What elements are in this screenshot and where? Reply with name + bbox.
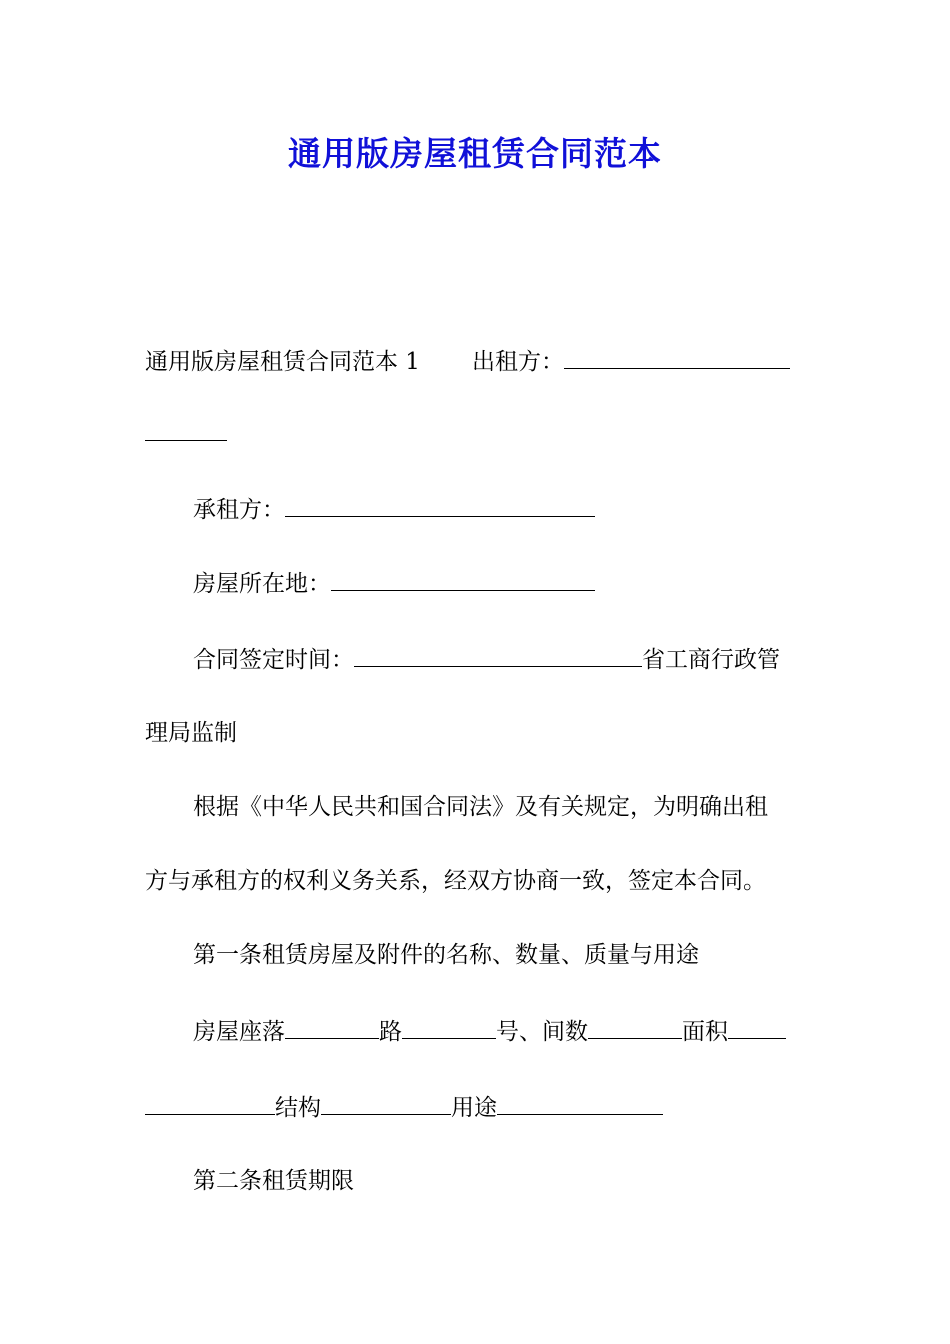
sign-time-label: 合同签定时间： xyxy=(193,647,354,673)
article1-heading-line xyxy=(193,940,699,970)
lessee-label: 承租方： xyxy=(193,497,285,523)
purpose-label: 用途 xyxy=(451,1095,497,1121)
contract-subtitle: 通用版房屋租赁合同范本 1 xyxy=(145,349,420,375)
structure-label: 结构 xyxy=(275,1095,321,1121)
supervision-line xyxy=(145,718,237,748)
structure-blank xyxy=(321,1092,451,1115)
lessor-blank-continuation xyxy=(145,418,227,441)
number-label: 号、间数 xyxy=(496,1019,588,1045)
house-location-blank xyxy=(285,1016,379,1039)
article1-fields-line-2 xyxy=(145,1092,663,1123)
supervision-text: 理局监制 xyxy=(145,720,237,746)
article1-heading: 第一条租赁房屋及附件的名称、数量、质量与用途 xyxy=(193,942,699,968)
sign-time-suffix: 省工商行政管 xyxy=(642,647,780,673)
road-blank xyxy=(402,1016,496,1039)
intro-line-2 xyxy=(145,866,766,896)
sign-time-line xyxy=(193,644,780,675)
lessor-blank xyxy=(564,346,790,369)
article2-heading: 第二条租赁期限 xyxy=(193,1168,354,1194)
intro-line-1 xyxy=(193,792,768,822)
lessee-blank xyxy=(285,494,595,517)
article2-heading-line xyxy=(193,1166,354,1196)
contract-heading-line xyxy=(145,346,790,377)
house-location-label: 房屋座落 xyxy=(193,1019,285,1045)
lessee-line xyxy=(193,494,595,525)
document-title: 通用版房屋租赁合同范本 xyxy=(288,134,662,173)
area-blank-continuation xyxy=(145,1092,275,1115)
location-line xyxy=(193,568,595,599)
lessor-blank-continuation-line xyxy=(145,418,227,449)
lessor-label: 出租方： xyxy=(471,349,564,375)
article1-fields-line xyxy=(193,1016,786,1047)
area-blank xyxy=(728,1016,786,1039)
sign-time-blank xyxy=(354,644,642,667)
intro-text-1: 根据《中华人民共和国合同法》及有关规定，为明确出租 xyxy=(193,794,768,820)
purpose-blank xyxy=(497,1092,663,1115)
road-label: 路 xyxy=(379,1019,402,1045)
room-count-blank xyxy=(588,1016,682,1039)
area-label: 面积 xyxy=(682,1019,728,1045)
location-blank xyxy=(331,568,595,591)
location-label: 房屋所在地： xyxy=(193,571,331,597)
intro-text-2: 方与承租方的权利义务关系，经双方协商一致，签定本合同。 xyxy=(145,868,766,894)
